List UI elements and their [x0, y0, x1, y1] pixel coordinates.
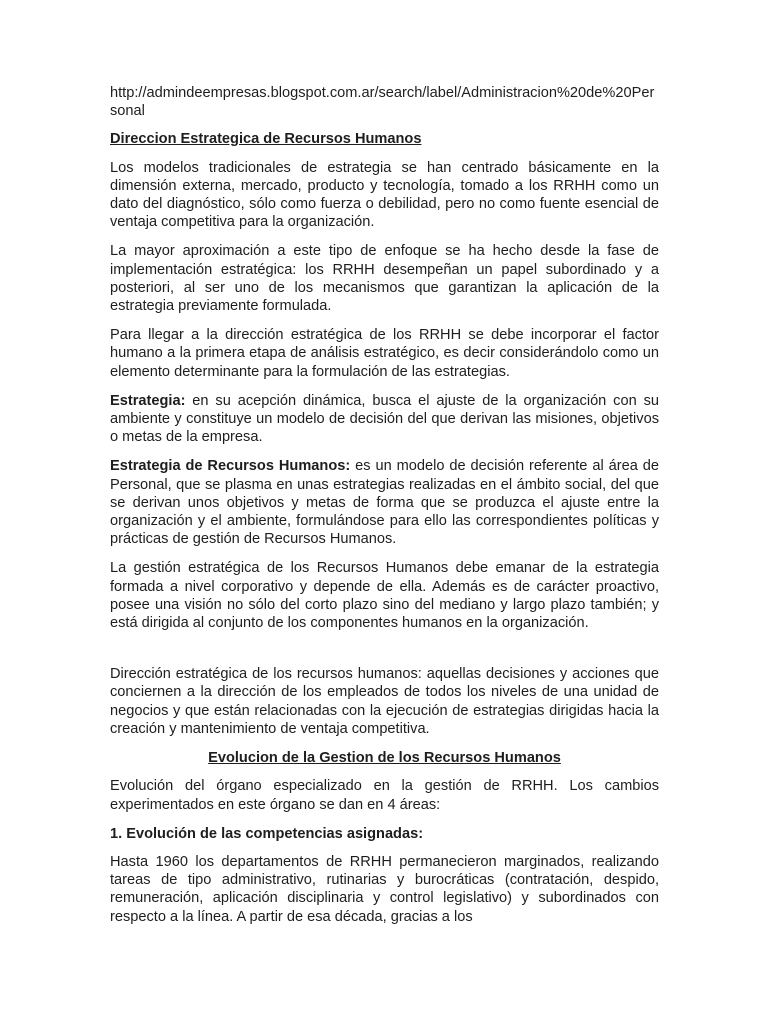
- definition-text-estrategia-rrhh: es un modelo de decisión referente al área de Personal, que se plasma en unas estrategias realizadas en el ámbito social, del que se derivan unos objetivos y metas de forma que se produzca el ajuste entre la organización y el ambiente, formulándose para ello las correspondientes políticas y prácticas de gestión de Recursos Humanos.: [110, 458, 659, 548]
- subheading-competencias: 1. Evolución de las competencias asignadas:: [110, 825, 424, 842]
- paragraph-mayor-aproximacion: La mayor aproximación a este tipo de enfoque se ha hecho desde la fase de implementación estratégica: los RRHH desempeñan un papel subordinado y a posteriori, al ser uno de los mecanismos que garantizan la aplicación de la estrategia previamente formulada.: [110, 243, 659, 315]
- paragraph-hasta-1960: Hasta 1960 los departamentos de RRHH permanecieron marginados, realizando tareas de tipo administrativo, rutinarias y burocráticas (contratación, despido, remuneración, aplicación disciplinaria y control legislativo) y subordinados con respecto a la línea. A partir de esa década, gracias a los: [110, 853, 659, 925]
- source-url: http://admindeempresas.blogspot.com.ar/search/label/Administracion%20de%20Personal: [110, 85, 655, 120]
- paragraph-gestion-estrategica: La gestión estratégica de los Recursos Humanos debe emanar de la estrategia formada a nivel corporativo y depende de ella. Además es de carácter proactivo, posee una visión no sólo del corto plazo sino del mediano y largo plazo también; y está dirigida al conjunto de los componentes humanos en la organización.: [110, 560, 659, 632]
- section-heading-direccion: Direccion Estrategica de Recursos Humanos: [110, 131, 422, 148]
- paragraph-modelos-tradicionales: Los modelos tradicionales de estrategia se han centrado básicamente en la dimensión externa, mercado, producto y tecnología, tomado a los RRHH como un dato del diagnóstico, sólo como fuerza o debilidad, pero no como fuente esencial de ventaja competitiva para la organización.: [110, 159, 659, 231]
- definition-estrategia-rrhh: [110, 457, 659, 548]
- section-heading-evolucion: Evolucion de la Gestion de los Recursos Humanos: [208, 750, 561, 767]
- definition-term-estrategia: Estrategia:: [110, 392, 186, 409]
- spacer: [110, 643, 659, 665]
- definition-estrategia: [110, 392, 659, 447]
- definition-text-estrategia: en su acepción dinámica, busca el ajuste de la organización con su ambiente y constituye un modelo de decisión del que derivan las misiones, objetivos o metas de la empresa.: [110, 392, 659, 446]
- paragraph-evolucion-organo: Evolución del órgano especializado en la gestión de RRHH. Los cambios experimentados en este órgano se dan en 4 áreas:: [110, 778, 659, 813]
- paragraph-para-llegar: Para llegar a la dirección estratégica de los RRHH se debe incorporar el factor humano a la primera etapa de análisis estratégico, es decir considerándolo como un elemento determinante para la formulación de las estrategias.: [110, 327, 659, 380]
- definition-term-estrategia-rrhh: Estrategia de Recursos Humanos:: [110, 458, 351, 475]
- paragraph-direccion-estrategica: Dirección estratégica de los recursos humanos: aquellas decisiones y acciones que conciernen a la dirección de los empleados de todos los niveles de una unidad de negocios y que están relacionadas con la ejecución de estrategias dirigidas hacia la creación y mantenimiento de ventaja competitiva.: [110, 666, 659, 737]
- document-page: [110, 84, 659, 937]
